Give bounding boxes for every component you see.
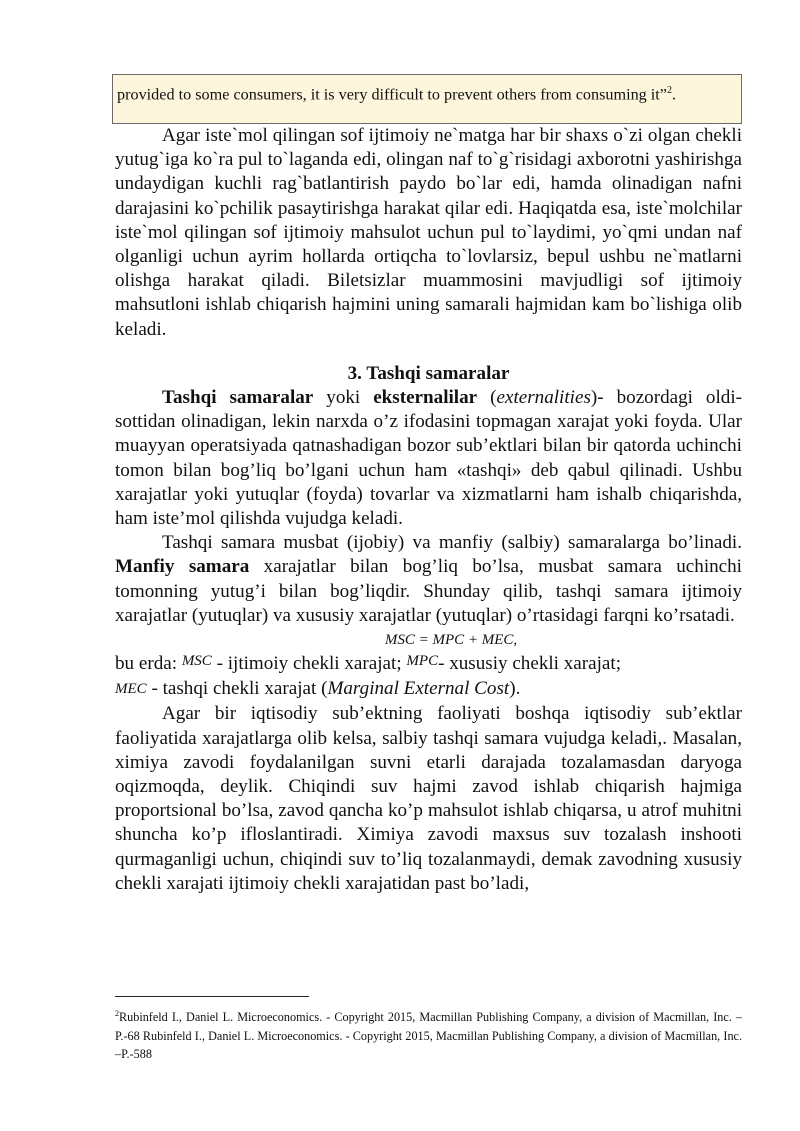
- footnote-mark: 2: [115, 1009, 119, 1018]
- footnote-ref[interactable]: 2: [667, 85, 672, 96]
- marginal-external-cost: Marginal External Cost: [327, 678, 510, 700]
- formula-end: ,: [513, 632, 518, 649]
- document-body: [115, 124, 742, 896]
- term-eksternalilar: eksternalilar: [373, 387, 478, 409]
- footnote-divider: [115, 996, 309, 997]
- formula-expression: MSC = MPC + MEC: [384, 632, 514, 649]
- paragraph-3: Tashqi samara musbat (ijobiy) va manfiy (salbiy) samaralarga bo’linadi. Manfiy samara xarajatlar bilan bog’liq bo’lsa, musbat samara uchinchi tomonning yutug’i bilan bog’liqdir. Shunday qilib, tashqi samara ijtimoiy xarajatlar (yutuqlar) va xususiy xarajatlar (yutuqlar) o’rtasidagi farqni ko’rsatadi.: [115, 532, 742, 626]
- paragraph-1: Agar iste`mol qilingan sof ijtimoiy ne`matga har bir shaxs o`zi olgan chekli yutug`iga ko`ra pul to`laganda edi, olingan naf to`g`risidagi axborotni yashirishga undaydigan kuchli rag`batlantirish paydo bo`lar edi, hamda olinadigan nafni darajasini ko`pchilik pasaytirishga harakat qilar edi. Haqiqatda esa, iste`molchilar iste`mol qilingan sof ijtimoiy mahsulot uchun pul to`laydimi, yo`qmi undan naf olganligi uchun ayrim hollarda ortiqcha to`lovlarsiz, bepul ushbu ne`matlarni olishga harakat qiladi. Biletsizlar muammosini mavjudligi sof ijtimoiy mahsutloni ishlab chiqarish hajmini uning samarali hajmidan kam bo`lishiga olib keladi.: [115, 125, 742, 340]
- term-tashqi-samaralar: Tashqi samaralar: [162, 387, 314, 409]
- term-externalities: externalities: [496, 387, 591, 409]
- quote-line-1: provided to some consumers, it is very difficult to prevent others from: [117, 85, 572, 104]
- term-manfiy-samara: Manfiy samara: [115, 556, 250, 578]
- msc-symbol: MSC: [181, 653, 212, 670]
- footnote-text: Rubinfeld I., Daniel L. Microeconomics. - Copyright 2015, Macmillan Publishing Company, a division of Macmillan, Inc. –P.-68 Rubinfeld I., Daniel L. Microeconomics. - Copyright 2015, Macmillan Publishing Company, a division of Macmillan, Inc. –P.-588: [115, 1010, 742, 1062]
- formula: [115, 628, 742, 652]
- quote-line-2: consuming it”: [575, 85, 667, 104]
- definitions: bu erda: $^{MSC}$ - ijtimoiy chekli xarajat; $^{MPC}$- xususiy chekli xarajat; MEC - tashqi chekli xarajat (Marginal External Cost).: [115, 653, 622, 700]
- mec-symbol: MEC: [115, 681, 147, 698]
- paragraph-4: Agar bir iqtisodiy sub’ektning faoliyati boshqa iqtisodiy sub’ektlar faoliyatida xarajatlarga olib kelsa, salbiy tashqi samara vujudga keladi,. Masalan, ximiya zavodi foydalanilgan suvni etarli darajada tozalamasdan daryoga oqizmoqda, deylik. Chiqindi suv hajmi zavod ishlab chiqarish hajmiga proportsional bo’lsa, zavod qancha ko’p mahsulot ishlab chiqarsa, u atrof muhitni shuncha ko’p ifloslantiradi. Ximiya zavodi maxsus suv tozalash inshooti qurmaganligi uchun, chiqindi suv to’liq tozalanmaydi, demak zavodning xususiy chekli xarajati ijtimoiy chekli xarajatidan past bo’ladi,: [115, 703, 742, 894]
- section-heading: 3. Tashqi samaralar: [347, 362, 510, 384]
- footnote: [115, 1005, 742, 1064]
- quote-end: .: [672, 85, 677, 104]
- highlighted-quote: [112, 74, 742, 124]
- mpc-symbol: MPC: [406, 653, 439, 670]
- paragraph-2: Tashqi samaralar yoki eksternalilar (externalities)- bozordagi oldi-sottidan olinadigan, lekin narxda o’z ifodasini topmagan xarajat yoki foyda. Ular muayyan operatsiyada qatnashadigan bozor sub’ektlari bilan bir qatorda uchinchi tomon bilan bog’liq bo’lgani uchun ham «tashqi» deb qabul qilinadi. Ushbu xarajatlar yoki yutuqlar (foyda) tovarlar va xizmatlarni ham ishalb chiqarishda, ham iste’mol qilishda vujudga keladi.: [115, 387, 742, 530]
